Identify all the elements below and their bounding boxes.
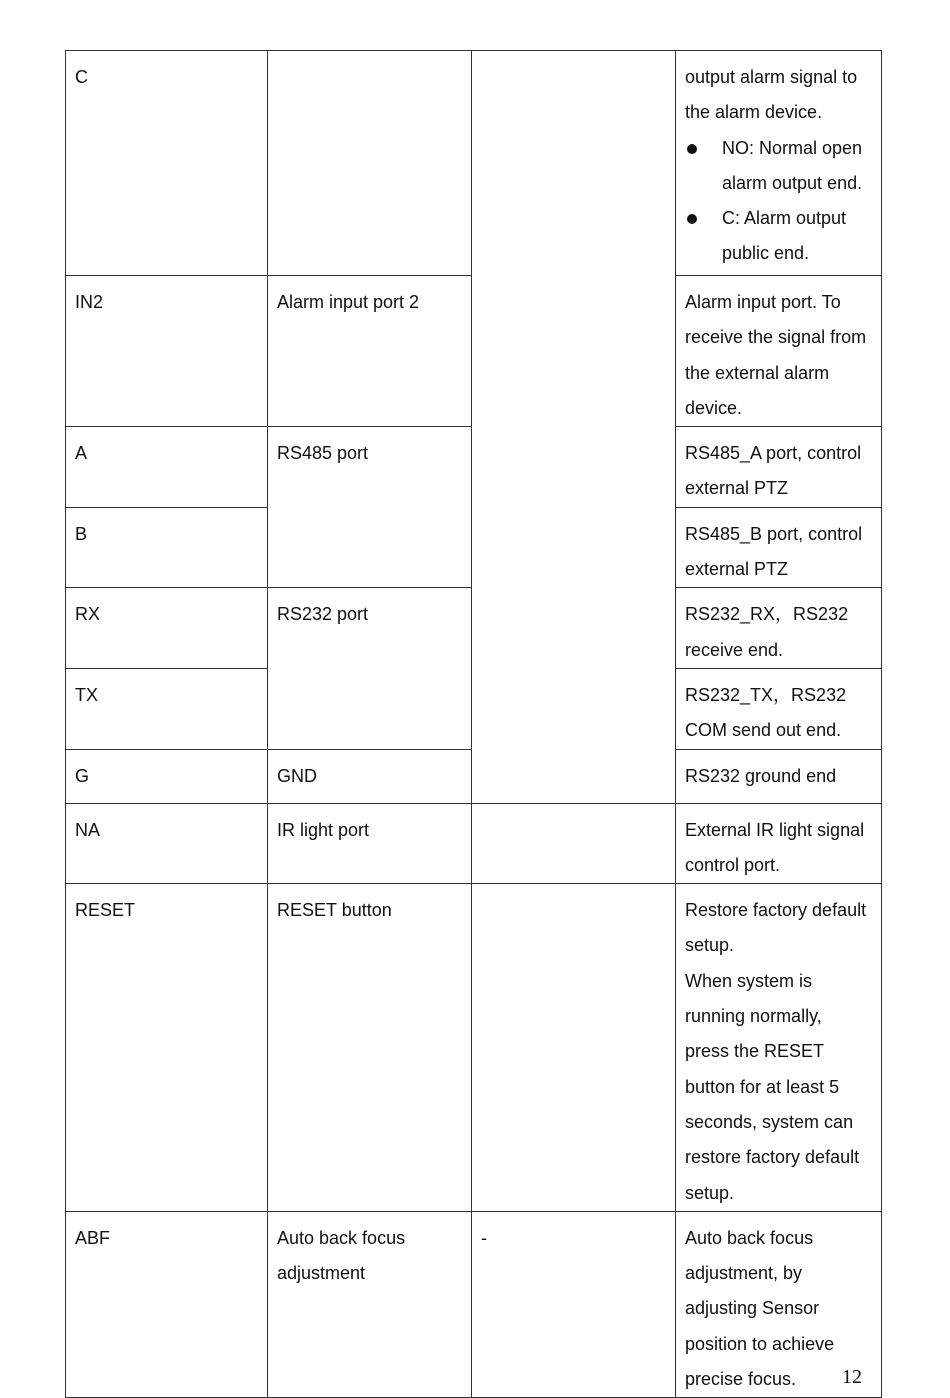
description-cell: RS232_RX，RS232 receive end. [676,588,882,669]
function-cell [268,51,472,276]
connection-cell [472,51,676,804]
table-row [66,1211,882,1397]
function-cell: Alarm input port 2 [268,276,472,427]
description-cell: Alarm input port. To receive the signal from the external alarm device. [676,276,882,427]
pin-cell: TX [66,668,268,749]
connection-cell [472,884,676,1212]
pin-cell: RESET [66,884,268,1212]
bullet-icon [687,144,697,154]
description-cell: RS232_TX，RS232 COM send out end. [676,668,882,749]
function-cell: IR light port [268,803,472,884]
description-cell: RS485_A port, control external PTZ [676,427,882,508]
bullet-item: NO: Normal open alarm output end. [685,131,879,202]
bullet-icon [687,214,697,224]
pin-cell: C [66,51,268,276]
page-number: 12 [842,1366,862,1388]
description-cell: RS232 ground end [676,749,882,803]
description-cell: RS485_B port, control external PTZ [676,507,882,588]
description-cell: External IR light signal control port. [676,803,882,884]
pin-cell: IN2 [66,276,268,427]
bullet-item: C: Alarm output public end. [685,201,879,272]
port-description-table [65,50,882,1398]
function-cell: GND [268,749,472,803]
description-cell: Auto back focus adjustment, by adjusting Sensor position to achieve precise focus. [676,1211,882,1397]
table-row [66,803,882,884]
pin-cell: G [66,749,268,803]
pin-cell: ABF [66,1211,268,1397]
description-cell: output alarm signal to the alarm device. NO: Normal open alarm output end. C: Alarm output public end. [676,51,882,276]
table-row [66,884,882,1212]
pin-cell: B [66,507,268,588]
function-cell: RESET button [268,884,472,1212]
pin-cell: RX [66,588,268,669]
function-cell: RS232 port [268,588,472,749]
function-cell: RS485 port [268,427,472,588]
table-row [66,51,882,276]
connection-cell [472,803,676,884]
pin-cell: A [66,427,268,508]
connection-cell: - [472,1211,676,1397]
description-cell: Restore factory default setup. When system is running normally, press the RESET button for at least 5 seconds, system can restore factory default setup. [676,884,882,1212]
function-cell: Auto back focus adjustment [268,1211,472,1397]
pin-cell: NA [66,803,268,884]
